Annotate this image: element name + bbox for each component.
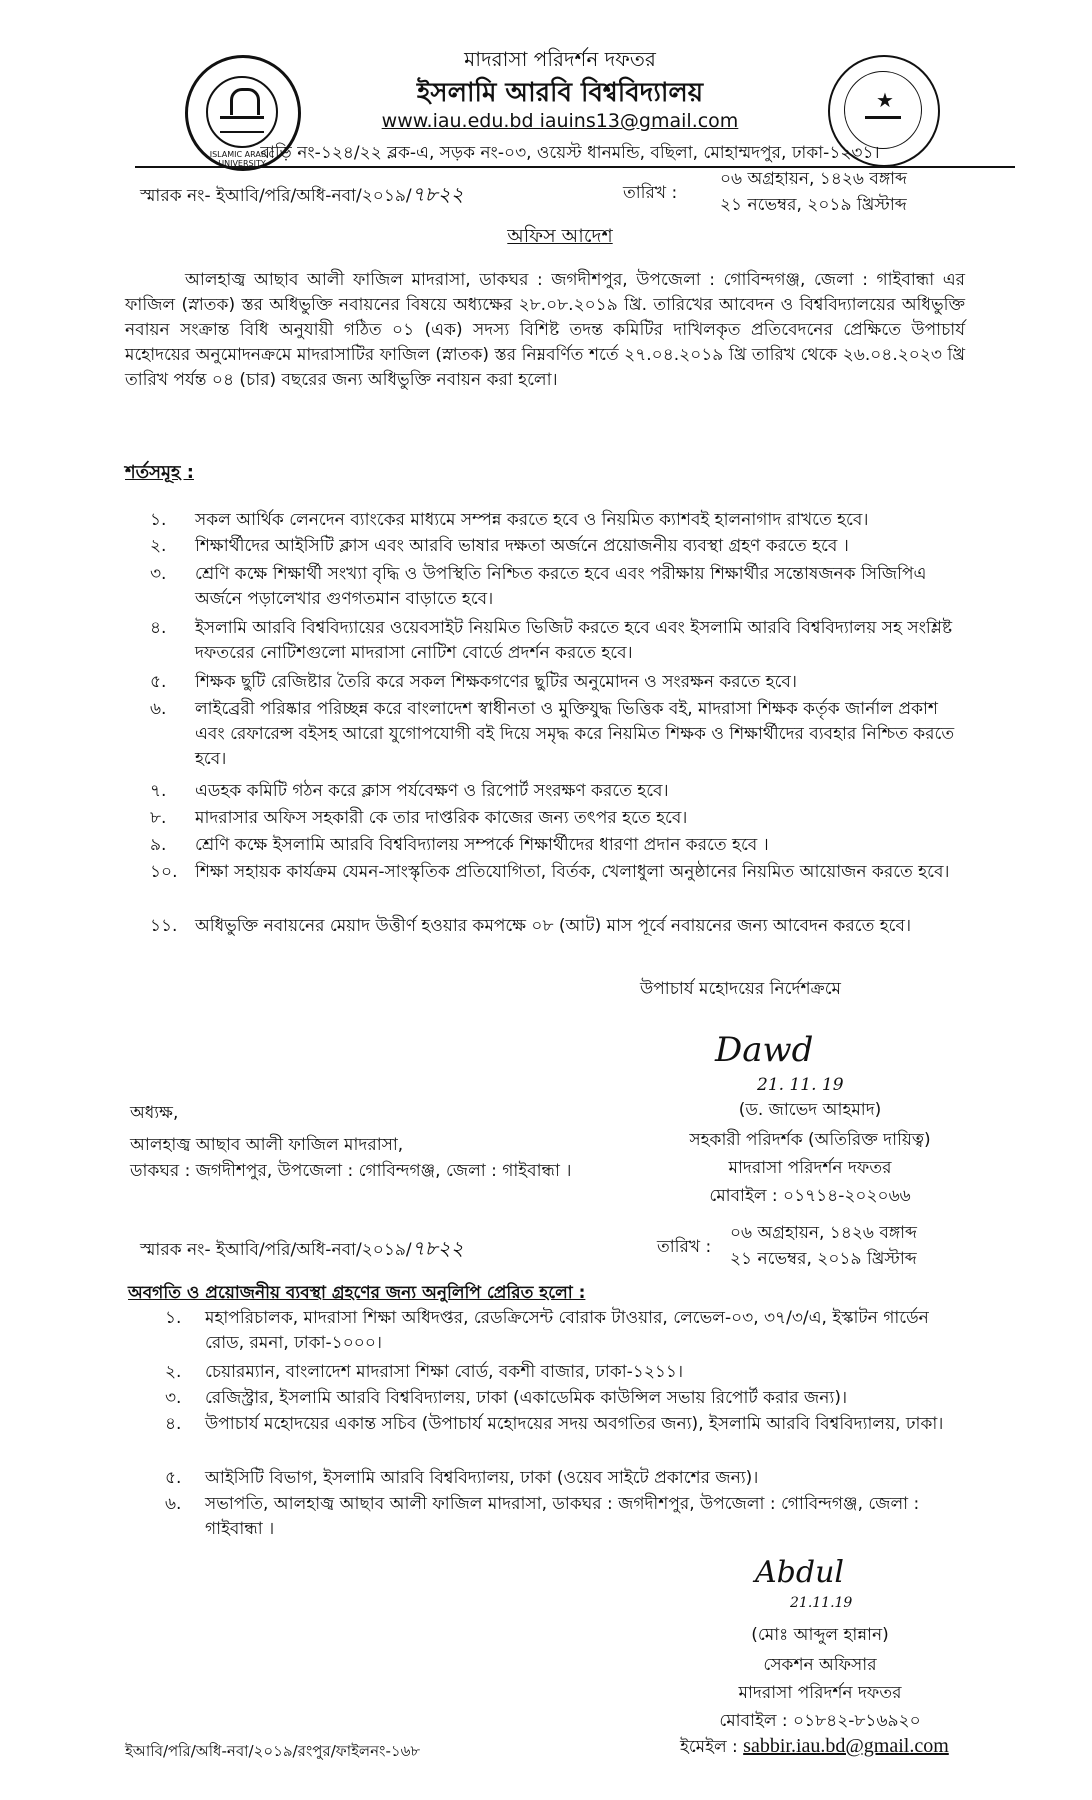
cc-number: ৪.: [165, 1414, 182, 1434]
date-bengali: ০৬ অগ্রহায়ন, ১৪২৬ বঙ্গাব্দ: [720, 169, 907, 189]
university-name: ইসলামি আরবি বিশ্ববিদ্যালয়: [416, 78, 704, 108]
office-seal-logo: ★: [828, 55, 940, 167]
conditions-title: শর্তসমূহ :: [125, 462, 194, 483]
condition-number: ১.: [150, 510, 167, 530]
condition-text: এডহক কমিটি গঠন করে ক্লাস পর্যবেক্ষণ ও রিপোর্ট সংরক্ষণ করতে হবে।: [195, 781, 669, 801]
file-reference: ইআবি/পরি/অধি-নবা/২০১৯/রংপুর/ফাইলনং-১৬৮: [125, 1742, 421, 1760]
cc-number: ১.: [165, 1308, 182, 1328]
signature-2-date: 21.11.19: [790, 1595, 853, 1611]
condition-number: ১১.: [150, 916, 178, 936]
signer-2-office: মাদরাসা পরিদর্শন দফতর: [738, 1683, 902, 1703]
condition-item: [150, 914, 970, 964]
cc-text: চেয়ারম্যান, বাংলাদেশ মাদরাসা শিক্ষা বোর্ড, বকশী বাজার, ঢাকা-১২১১।: [205, 1362, 684, 1382]
memo-ref-handwritten: ৭৮২২: [411, 182, 464, 206]
condition-number: ৬.: [150, 699, 167, 719]
condition-text: মাদরাসার অফিস সহকারী কে তার দাপ্তরিক কাজের জন্য তৎপর হতে হবে।: [195, 808, 688, 828]
date-label-copy: তারিখ :: [657, 1237, 712, 1257]
cc-item: [140, 1386, 970, 1411]
office-name: মাদরাসা পরিদর্শন দফতর: [464, 47, 656, 71]
condition-number: ৩.: [150, 564, 167, 584]
cc-number: ৩.: [165, 1388, 182, 1408]
signature-1: Dawd: [715, 1030, 814, 1070]
condition-item: [150, 860, 970, 910]
condition-number: ৪.: [150, 618, 167, 638]
cc-item: [140, 1492, 970, 1542]
condition-item: [150, 508, 970, 533]
recipient-line-3: ডাকঘর : জগদীশপুর, উপজেলা : গোবিন্দগঞ্জ, জেলা : গাইবান্ধা ।: [130, 1161, 572, 1181]
cc-number: ৬.: [165, 1494, 182, 1514]
memo-ref-text: স্মারক নং- ইআবি/পরি/অধি-নবা/২০১৯/: [140, 186, 412, 206]
memo-ref: [140, 180, 464, 213]
condition-text: শিক্ষক ছুটি রেজিষ্টার তৈরি করে সকল শিক্ষকগণের ছুটির অনুমোদন ও সংরক্ষন করতে হবে।: [195, 672, 797, 692]
condition-number: ৯.: [150, 835, 167, 855]
cc-title: অবগতি ও প্রয়োজনীয় ব্যবস্থা গ্রহণের জন্য অনুলিপি প্রেরিত হলো :: [128, 1283, 586, 1303]
condition-item: [150, 534, 970, 559]
cc-number: ২.: [165, 1362, 182, 1382]
condition-number: ৫.: [150, 672, 167, 692]
condition-item: [150, 616, 970, 666]
address: বাড়ি নং-১২৪/২২ ব্লক-এ, সড়ক নং-০৩, ওয়েস্ট ধানমন্ডি, বছিলা, মোহাম্মদপুর, ঢাকা-১২৩১।: [260, 143, 880, 163]
condition-text: লাইব্রেরী পরিষ্কার পরিচ্ছন্ন করে বাংলাদেশ স্বাধীনতা ও মুক্তিযুদ্ধ ভিত্তিক বই, মাদরাসা শিক্ষক কর্তৃক জার্নাল প্রকাশ এবং রেফারেন্স বইসহ আরো যুগোপযোগী বই দিয়ে সমৃদ্ধ করে নিয়মিত শিক্ষক ও শিক্ষার্থীদের ব্যবহার নিশ্চিত করতে হবে।: [195, 699, 955, 769]
cc-text: মহাপরিচালক, মাদরাসা শিক্ষা অধিদপ্তর, রেডক্রিসেন্ট বোরাক টাওয়ার, লেভেল-০৩, ৩৭/৩/এ, ইস্কাটন গার্ডেন রোড, রমনা, ঢাকা-১০০০।: [205, 1308, 929, 1353]
memo-ref-copy-handwritten: ৭৮২২: [411, 1236, 464, 1260]
cc-item: [140, 1360, 970, 1385]
signer-2-name: (মোঃ আব্দুল হান্নান): [751, 1625, 889, 1645]
condition-text: শিক্ষা সহায়ক কার্যক্রম যেমন-সাংস্কৃতিক প্রতিযোগিতা, বির্তক, খেলাধুলা অনুষ্ঠানের নিয়মিত আয়োজন করতে হবে।: [195, 862, 950, 882]
condition-number: ৮.: [150, 808, 167, 828]
condition-text: শ্রেণি কক্ষে শিক্ষার্থী সংখ্যা বৃদ্ধি ও উপস্থিতি নিশ্চিত করতে হবে এবং পরীক্ষায় শিক্ষার্থীর সন্তোষজনক সিজিপিএ অর্জনে পড়ালেখার গুণগতমান বাড়াতে হবে।: [195, 564, 927, 609]
signature-2: Abdul: [755, 1555, 844, 1590]
condition-item: [150, 806, 970, 831]
email-address[interactable]: sabbir.iau.bd@gmail.com: [743, 1735, 949, 1757]
date-gregorian: ২১ নভেম্বর, ২০১৯ খ্রিস্টাব্দ: [720, 195, 907, 215]
cc-item: [140, 1306, 970, 1356]
date-gregorian-copy: ২১ নভেম্বর, ২০১৯ খ্রিস্টাব্দ: [730, 1249, 917, 1269]
page-title: অফিস আদেশ: [507, 225, 613, 247]
condition-text: অধিভুক্তি নবায়নের মেয়াদ উত্তীর্ণ হওয়ার কমপক্ষে ০৮ (আট) মাস পূর্বে নবায়নের জন্য আবেদন করতে হবে।: [195, 916, 912, 936]
condition-number: ১০.: [150, 862, 178, 882]
condition-text: ইসলামি আরবি বিশ্ববিদ্যায়ের ওয়েবসাইট নিয়মিত ভিজিট করতে হবে এবং ইসলামি আরবি বিশ্ববিদ্যালয় সহ সংশ্লিষ্ট দফতরের নোটিশগুলো মাদরাসা নোটিশ বোর্ডে প্রদর্শন করতে হবে।: [195, 618, 953, 663]
order-line: উপাচার্য মহোদয়ের নির্দেশক্রমে: [640, 979, 841, 999]
memo-ref-copy-text: স্মারক নং- ইআবি/পরি/অধি-নবা/২০১৯/: [140, 1240, 412, 1260]
condition-item: [150, 670, 970, 695]
condition-text: শিক্ষার্থীদের আইসিটি ক্লাস এবং আরবি ভাষার দক্ষতা অর্জনে প্রয়োজনীয় ব্যবস্থা গ্রহণ করতে হবে ।: [195, 536, 849, 556]
signer-2-mobile: মোবাইল : ০১৮৪২-৮১৬৯২০: [719, 1711, 921, 1731]
cc-item: [140, 1412, 970, 1462]
date-bengali-copy: ০৬ অগ্রহায়ন, ১৪২৬ বঙ্গাব্দ: [730, 1223, 917, 1243]
condition-text: সকল আর্থিক লেনদেন ব্যাংকের মাধ্যমে সম্পন্ন করতে হবে ও নিয়মিত ক্যাশবই হালনাগাদ রাখতে হবে।: [195, 510, 869, 530]
cc-item: [140, 1466, 970, 1491]
condition-item: [150, 833, 970, 858]
date-label: তারিখ :: [623, 183, 678, 203]
signer-2-email-row: [680, 1734, 949, 1762]
cc-text: রেজিস্ট্রার, ইসলামি আরবি বিশ্ববিদ্যালয়, ঢাকা (একাডেমিক কাউন্সিল সভায় রিপোর্ট করার জন্য)।: [205, 1388, 848, 1408]
cc-number: ৫.: [165, 1468, 182, 1488]
signature-1-date: 21. 11. 19: [757, 1075, 844, 1095]
condition-item: [150, 779, 970, 804]
signer-2-title: সেকশন অফিসার: [763, 1655, 877, 1675]
signer-1-office: মাদরাসা পরিদর্শন দফতর: [728, 1158, 892, 1178]
logo-caption: ISLAMIC ARABIC UNIVERSITY: [209, 150, 275, 168]
cc-text: সভাপতি, আলহাজ্ব আছাব আলী ফাজিল মাদরাসা, ডাকঘর : জগদীশপুর, উপজেলা : গোবিন্দগঞ্জ, জেলা : গাইবান্ধা ।: [205, 1494, 920, 1539]
condition-item: [150, 562, 970, 612]
cc-text: উপাচার্য মহোদয়ের একান্ত সচিব (উপাচার্য মহোদয়ের সদয় অবগতির জন্য), ইসলামি আরবি বিশ্ববিদ্যালয়, ঢাকা।: [205, 1414, 944, 1434]
signer-1-name: (ড. জাভেদ আহমাদ): [738, 1100, 882, 1120]
body-paragraph: আলহাজ্ব আছাব আলী ফাজিল মাদরাসা, ডাকঘর : জগদীশপুর, উপজেলা : গোবিন্দগঞ্জ, জেলা : গাইবান্ধা এর ফাজিল (স্নাতক) স্তর অধিভুক্তি নবায়নের বিষয়ে অধ্যক্ষের ২৮.০৮.২০১৯ খ্রি. তারিখের আবেদন ও বিশ্ববিদ্যালয়ের অধিভুক্তি নবায়ন সংক্রান্ত বিধি অনুযায়ী গঠিত ০১ (এক) সদস্য বিশিষ্ট তদন্ত কমিটির দাখিলকৃত প্রতিবেদনের প্রেক্ষিতে উপাচার্য মহোদয়ের অনুমোদনক্রমে মাদরাসাটির ফাজিল (স্নাতক) স্তর নিম্নবর্ণিত শর্তে ২৭.০৪.২০১৯ খ্রি তারিখ থেকে ২৬.০৪.২০২৩ খ্রি তারিখ পর্যন্ত ০৪ (চার) বছরের জন্য অধিভুক্তি নবায়ন করা হলো।: [125, 270, 965, 390]
recipient-line-1: অধ্যক্ষ,: [130, 1103, 179, 1123]
condition-number: ৭.: [150, 781, 167, 801]
memo-ref-copy: [140, 1234, 464, 1267]
signer-1-mobile: মোবাইল : ০১৭১৪-২০২০৬৬: [709, 1186, 911, 1206]
recipient-line-2: আলহাজ্ব আছাব আলী ফাজিল মাদরাসা,: [130, 1135, 404, 1155]
email-label: ইমেইল :: [680, 1737, 738, 1757]
web-email: www.iau.edu.bd iauins13@gmail.com: [381, 110, 739, 132]
condition-text: শ্রেণি কক্ষে ইসলামি আরবি বিশ্ববিদ্যালয় সম্পর্কে শিক্ষার্থীদের ধারণা প্রদান করতে হবে ।: [195, 835, 769, 855]
signer-1-title: সহকারী পরিদর্শক (অতিরিক্ত দায়িত্ব): [689, 1130, 931, 1150]
condition-number: ২.: [150, 536, 167, 556]
cc-text: আইসিটি বিভাগ, ইসলামি আরবি বিশ্ববিদ্যালয়, ঢাকা (ওয়েব সাইটে প্রকাশের জন্য)।: [205, 1468, 759, 1488]
condition-item: [150, 697, 970, 772]
